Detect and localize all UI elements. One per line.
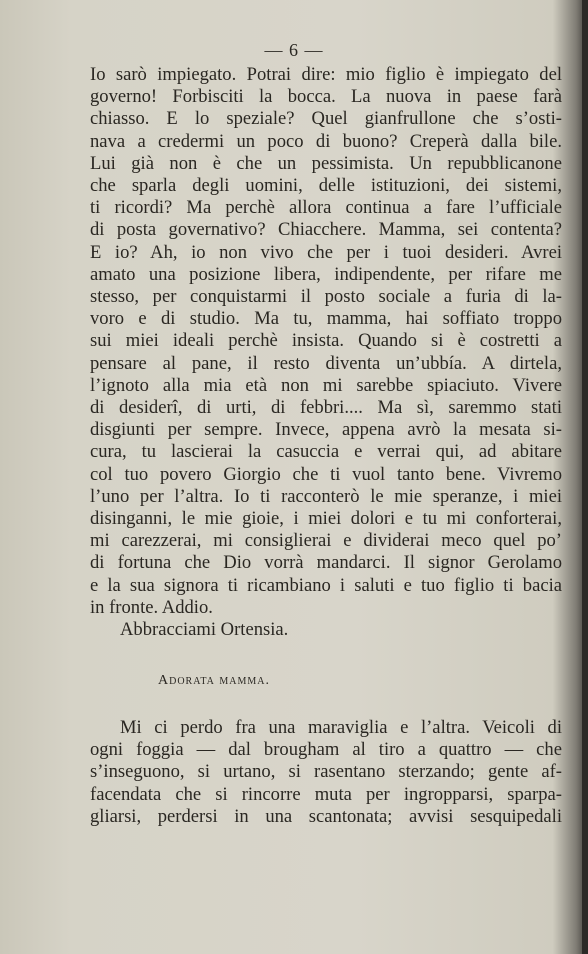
text-line: Mi ci perdo fra una maraviglia e l’altra. Veicoli di [120, 717, 562, 738]
text-line: l’uno per l’altra. Io ti racconterò le mie speranze, i miei [90, 485, 562, 507]
text-line: col tuo povero Giorgio che ti vuol tanto bene. Vivremo [90, 463, 562, 485]
text-line: disgiunti per sempre. Invece, appena avrò la mesata si- [90, 419, 562, 441]
text-line: pensare al pane, il resto diventa un’ubbía. A dirtela, [90, 352, 562, 374]
text-line: ogni foggia — dal brougham al tiro a quattro — che [90, 739, 562, 761]
text-line: Io sarò impiegato. Potrai dire: mio figlio è impiegato del [90, 64, 562, 85]
text-line: di desiderî, di urti, di febbri.... Ma sì, saremmo stati [90, 397, 562, 419]
text-line: gliarsi, perdersi in una scantonata; avvisi sesquipedali [90, 805, 562, 827]
text-line: E io? Ah, io non vivo che per i tuoi desideri. Avrei [90, 241, 562, 263]
text-line: amato una posizione libera, indipendente, per rifare me [90, 263, 562, 285]
text-line: di posta governativo? Chiacchere. Mamma, sei contenta? [90, 219, 562, 241]
letter-closing: Abbracciami Ortensia. [120, 619, 289, 641]
text-line: nava a credermi un poco di buono? Creperà dalla bile. [90, 130, 562, 152]
letter-body-2 [90, 717, 562, 828]
text-line: ti ricordi? Ma perchè allora continua a fare l’ufficiale [90, 197, 562, 219]
text-line: e la sua signora ti ricambiano i saluti e tuo figlio ti bacia [90, 574, 562, 596]
text-line: Lui già non è che un pessimista. Un repubblicanone [90, 152, 562, 174]
letter-paragraph [90, 64, 562, 641]
text-line: governo! Forbisciti la bocca. La nuova in paese farà [90, 86, 562, 108]
text-line: che sparla degli uomini, delle istituzioni, dei sistemi, [90, 175, 562, 197]
letter-body [90, 64, 562, 641]
text-line: s’inseguono, si urtano, si rasentano sterzando; gente af- [90, 761, 562, 783]
text-line: disinganni, le mie gioie, i miei dolori e tu mi conforterai, [90, 508, 562, 530]
text-line: voro e di studio. Ma tu, mamma, hai soffiato troppo [90, 308, 562, 330]
text-line: di fortuna che Dio vorrà mandarci. Il signor Gerolamo [90, 552, 562, 574]
text-line: cura, tu lascierai la casuccia e verrai qui, ad abitare [90, 441, 562, 463]
text-line: l’ignoto alla mia età non mi sarebbe spiaciuto. Vivere [90, 374, 562, 396]
text-line: chiasso. E lo speziale? Quel gianfrullone che s’osti- [90, 108, 562, 130]
section-heading: Adorata mamma. [158, 673, 270, 688]
text-line: mi carezzerai, mi consiglierai e dividerai meco quel po’ [90, 530, 562, 552]
text-line: facendata che si rincorre muta per ingropparsi, sparpa- [90, 783, 562, 805]
text-line: in fronte. Addio. [90, 596, 213, 618]
text-line: sui miei ideali perchè insista. Quando si è costretti a [90, 330, 562, 352]
text-line: stesso, per conquistarmi il posto sociale a furia di la- [90, 286, 562, 308]
page-edge-shadow [582, 0, 588, 954]
page-number: — 6 — [264, 40, 324, 60]
